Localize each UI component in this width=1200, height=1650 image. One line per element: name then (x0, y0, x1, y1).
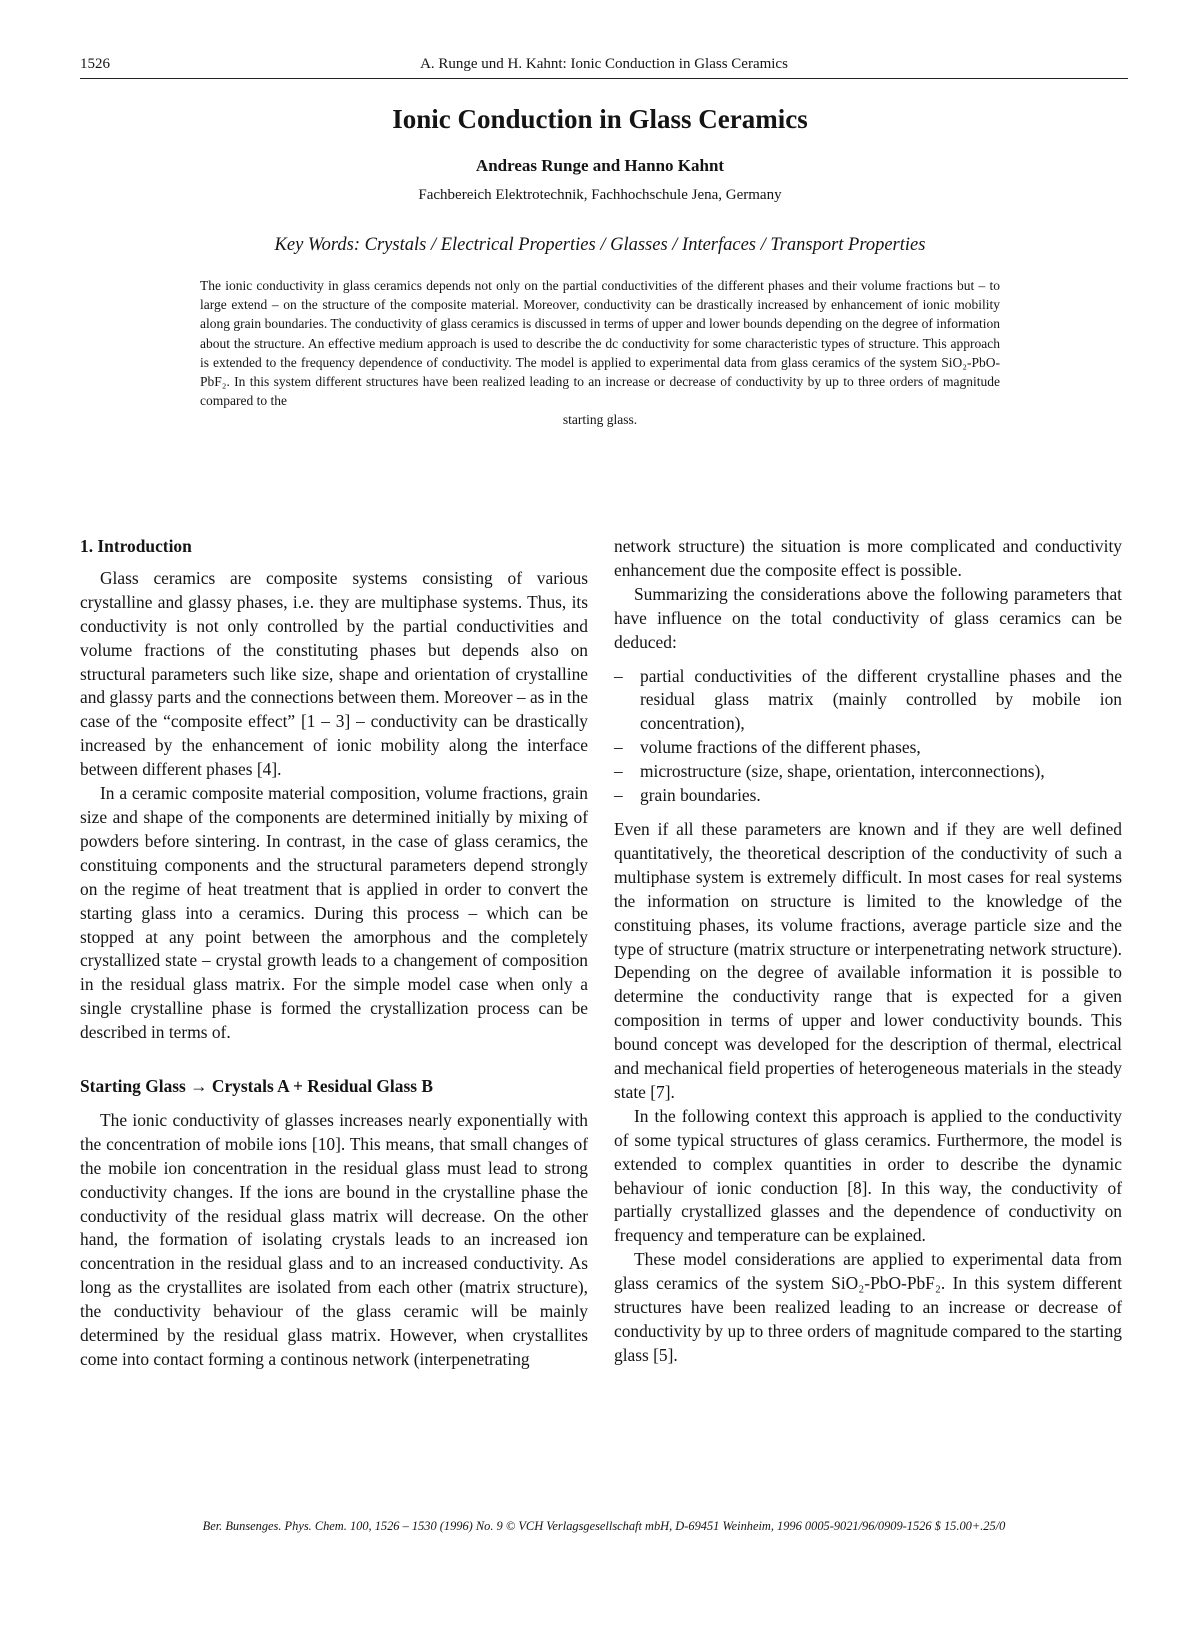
journal-footer: Ber. Bunsenges. Phys. Chem. 100, 1526 – 1530 (1996) No. 9 © VCH Verlagsgesellschaft mbH, D-69451 Weinheim, 1996 0005-9021/96/0909-1526 $ 15.00+.25/0 (202, 1519, 1006, 1533)
list-marker: – (614, 761, 623, 782)
running-header (80, 56, 1128, 79)
list-marker: – (614, 785, 623, 806)
paragraph: In a ceramic composite material composition, volume fractions, grain size and shape of the components are determined initially by mixing of powders before sintering. In contrast, in the case of glass ceramics, the constituing components and the structural parameters depend strongly on the regime of heat treatment that is applied in order to convert the starting glass into a ceramics. During this process – which can be stopped at any point between the amorphous and the completely crystallized state – crystal growth leads to a changement of composition in the residual glass matrix. For the simple model case when only a single crystalline phase is formed the crystallization process can be described in terms of. (80, 783, 588, 1043)
list-item-text: grain boundaries. (640, 785, 761, 806)
abstract (200, 276, 1000, 430)
list-marker: – (614, 665, 623, 686)
paragraph: The ionic conductivity of glasses increases nearly exponentially with the concentration of mobile ions [10]. This means, that small changes of the mobile ion concentration in the residual glass must lead to strong conductivity changes. If the ions are bound in the crystalline phase the conductivity of the residual glass matrix will decrease. On the other hand, the formation of isolating crystals leads to an increased ion concentration in the residual glass and to an increased conductivity. As long as the crystallites are isolated from each other (matrix structure), the conductivity behaviour of the glass ceramic will be mainly determined by the residual glass matrix. However, when crystallites come into contact forming a continous network (interpenetrating (80, 1109, 588, 1369)
affiliation: Fachbereich Elektrotechnik, Fachhochschule Jena, Germany (418, 187, 782, 203)
paragraph: Glass ceramics are composite systems consisting of various crystalline and glassy phases, i.e. they are multiphase systems. Thus, its conductivity is not only controlled by the partial conductivities and volume fractions of the constituting phases but depends also on structural parameters such like size, shape and orientation of crystalline and glassy parts and the connections between them. Moreover – as in the case of the “composite effect” [1 – 3] – conductivity can be drastically increased by the enhancement of ionic mobility along the interface between different phases [4]. (80, 567, 588, 780)
list-item (614, 665, 1122, 737)
list-item (614, 784, 1122, 808)
right-column (614, 535, 1122, 1368)
reaction-equation: Starting Glass → Crystals A + Residual Glass B (80, 1076, 433, 1097)
parameter-list (614, 665, 1122, 808)
list-marker: – (614, 737, 623, 758)
list-item-text: partial conductivities of the different crystalline phases and the residual glass matrix (mainly controlled by mobile ion concentration), (640, 665, 1122, 734)
left-column (80, 535, 588, 1372)
abstract-text: The ionic conductivity in glass ceramics depends not only on the partial conductivities of the different phases and their volume fractions but – to large extend – on the structure of the composite material. Moreover, conductivity can be drastically increased by enhancement of ionic mobility along grain boundaries. The conductivity of glass ceramics is discussed in terms of upper and lower bounds depending on the degree of information about the structure. An effective medium approach is used to describe the dc conductivity for some characteristic types of structure. This approach is extended to the frequency dependence of conductivity. The model is applied to experimental data from glass ceramics of the system SiO₂-PbO-PbF₂. In this system different structures have been realized leading to an increase or decrease of conductivity by up to three orders of magnitude compared to the (200, 278, 1000, 409)
paragraph: These model considerations are applied to experimental data from glass ceramics of the system SiO₂-PbO-PbF₂. In this system different structures have been realized leading to an increase or decrease of conductivity by up to three orders of magnitude compared to the starting glass [5]. (614, 1249, 1122, 1365)
authors: Andreas Runge and Hanno Kahnt (475, 156, 725, 175)
paragraph: Even if all these parameters are known and if they are well defined quantitatively, the theoretical description of the conductivity of such a multiphase system is extremely difficult. In most cases for real systems the information on structure is limited to the knowledge of the constituing phases, its volume fractions, average particle size and the type of structure (matrix structure or interpenetrating network structure). Depending on the degree of available information it is possible to determine the conductivity range that is expected for a given composition in terms of upper and lower conductivity bounds. This bound concept was developed for the description of thermal, electrical and mechanical field properties of heterogeneous materials in the steady state [7]. (614, 818, 1122, 1102)
keywords: Key Words: Crystals / Electrical Properties / Glasses / Interfaces / Transport Properties (274, 235, 926, 255)
section-heading: 1. Introduction (80, 536, 192, 556)
list-item-text: volume fractions of the different phases, (640, 737, 921, 758)
abstract-last-line: starting glass. (562, 412, 638, 428)
page-number: 1526 (80, 56, 110, 72)
list-item-text: microstructure (size, shape, orientation, interconnections), (640, 761, 1045, 782)
running-head: A. Runge und H. Kahnt: Ionic Conduction in Glass Ceramics (420, 56, 788, 72)
paper-title: Ionic Conduction in Glass Ceramics (392, 104, 808, 134)
list-item (614, 736, 1122, 760)
list-item (614, 760, 1122, 784)
paragraph: In the following context this approach is applied to the conductivity of some typical structures of glass ceramics. Furthermore, the model is extended to complex quantities in order to describe the dynamic behaviour of ionic conduction [8]. In this way, the conductivity of partially crystallized glasses and the dependence of conductivity on frequency and temperature can be explained. (614, 1105, 1122, 1246)
paragraph: Summarizing the considerations above the following parameters that have influence on the total conductivity of glass ceramics can be deduced: (614, 583, 1122, 652)
paragraph: network structure) the situation is more complicated and conductivity enhancement due the composite effect is possible. (614, 536, 1122, 580)
